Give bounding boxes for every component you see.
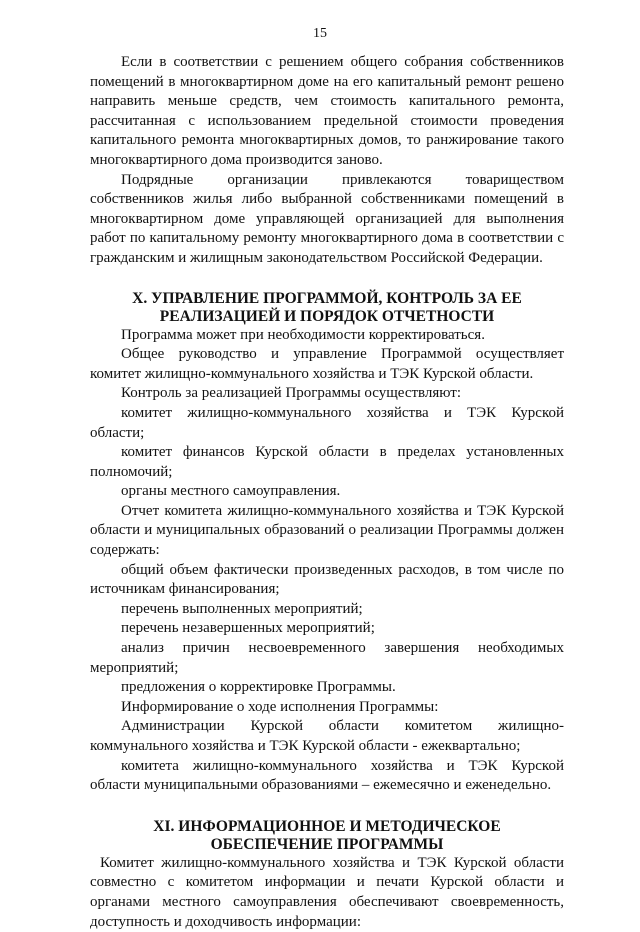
- list-item: перечень незавершенных мероприятий;: [121, 620, 375, 637]
- list-item: общий объем фактически произведенных расходов, в том числе по источникам финансирования;: [90, 561, 564, 598]
- section-xi-heading-line1: XI. ИНФОРМАЦИОННОЕ И МЕТОДИЧЕСКОЕ: [153, 817, 501, 835]
- list-item: комитет жилищно-коммунального хозяйства и ТЭК Курской области;: [90, 404, 564, 441]
- list-item: предложения о корректировке Программы.: [121, 679, 396, 696]
- paragraph: Отчет комитета жилищно-коммунального хозяйства и ТЭК Курской области и муниципальных образований о реализации Программы должен содержать:: [90, 502, 564, 559]
- section-xi-heading: [90, 818, 564, 854]
- paragraph: Контроль за реализацией Программы осуществляют:: [121, 385, 462, 402]
- list-item: комитета жилищно-коммунального хозяйства и ТЭК Курской области муниципальными образованиями – ежемесячно и еженедельно.: [90, 757, 564, 794]
- paragraph: Если в соответствии с решением общего собрания собственников помещений в многоквартирном доме на его капитальный ремонт решено направить меньше средств, чем стоимость капитального ремонта, рассчитанная с использованием предельной стоимости проведения капитального ремонта многоквартирных домов, то ранжирование такого многоквартирного дома производится заново.: [90, 54, 564, 168]
- paragraph: Информирование о ходе исполнения Программы:: [121, 698, 439, 715]
- section-x-heading-line1: X. УПРАВЛЕНИЕ ПРОГРАММОЙ, КОНТРОЛЬ ЗА ЕЕ: [132, 289, 522, 307]
- page-number: 15: [313, 26, 327, 41]
- section-x-heading-line2: РЕАЛИЗАЦИЕЙ И ПОРЯДОК ОТЧЕТНОСТИ: [159, 307, 495, 325]
- paragraph: Общее руководство и управление Программой осуществляет комитет жилищно-коммунального хозяйства и ТЭК Курской области.: [90, 346, 564, 382]
- paragraph: Комитет жилищно-коммунального хозяйства и ТЭК Курской области совместно с комитетом информации и печати Курской области и органами местного самоуправления обеспечивают своевременность, доступность и доходчивость информации:: [90, 854, 564, 930]
- page-content: [90, 53, 564, 932]
- list-item: Администрации Курской области комитетом жилищно-коммунального хозяйства и ТЭК Курской области - ежеквартально;: [90, 718, 564, 754]
- section-xi-heading-line2: ОБЕСПЕЧЕНИЕ ПРОГРАММЫ: [210, 835, 444, 853]
- list-item: анализ причин несвоевременного завершения необходимых мероприятий;: [90, 640, 564, 676]
- list-item: органы местного самоуправления.: [121, 483, 341, 500]
- paragraph: Подрядные организации привлекаются товариществом собственников жилья либо выбранной собственниками помещений в многоквартирном доме управляющей организацией для выполнения работ по капитальному ремонту многоквартирного дома в соответствии с гражданским и жилищным законодательством Российской Федерации.: [90, 171, 564, 266]
- list-item: перечень выполненных мероприятий;: [121, 600, 363, 617]
- list-item: комитет финансов Курской области в пределах установленных полномочий;: [90, 444, 564, 480]
- paragraph: Программа может при необходимости корректироваться.: [121, 326, 485, 343]
- section-x-heading: [90, 290, 564, 326]
